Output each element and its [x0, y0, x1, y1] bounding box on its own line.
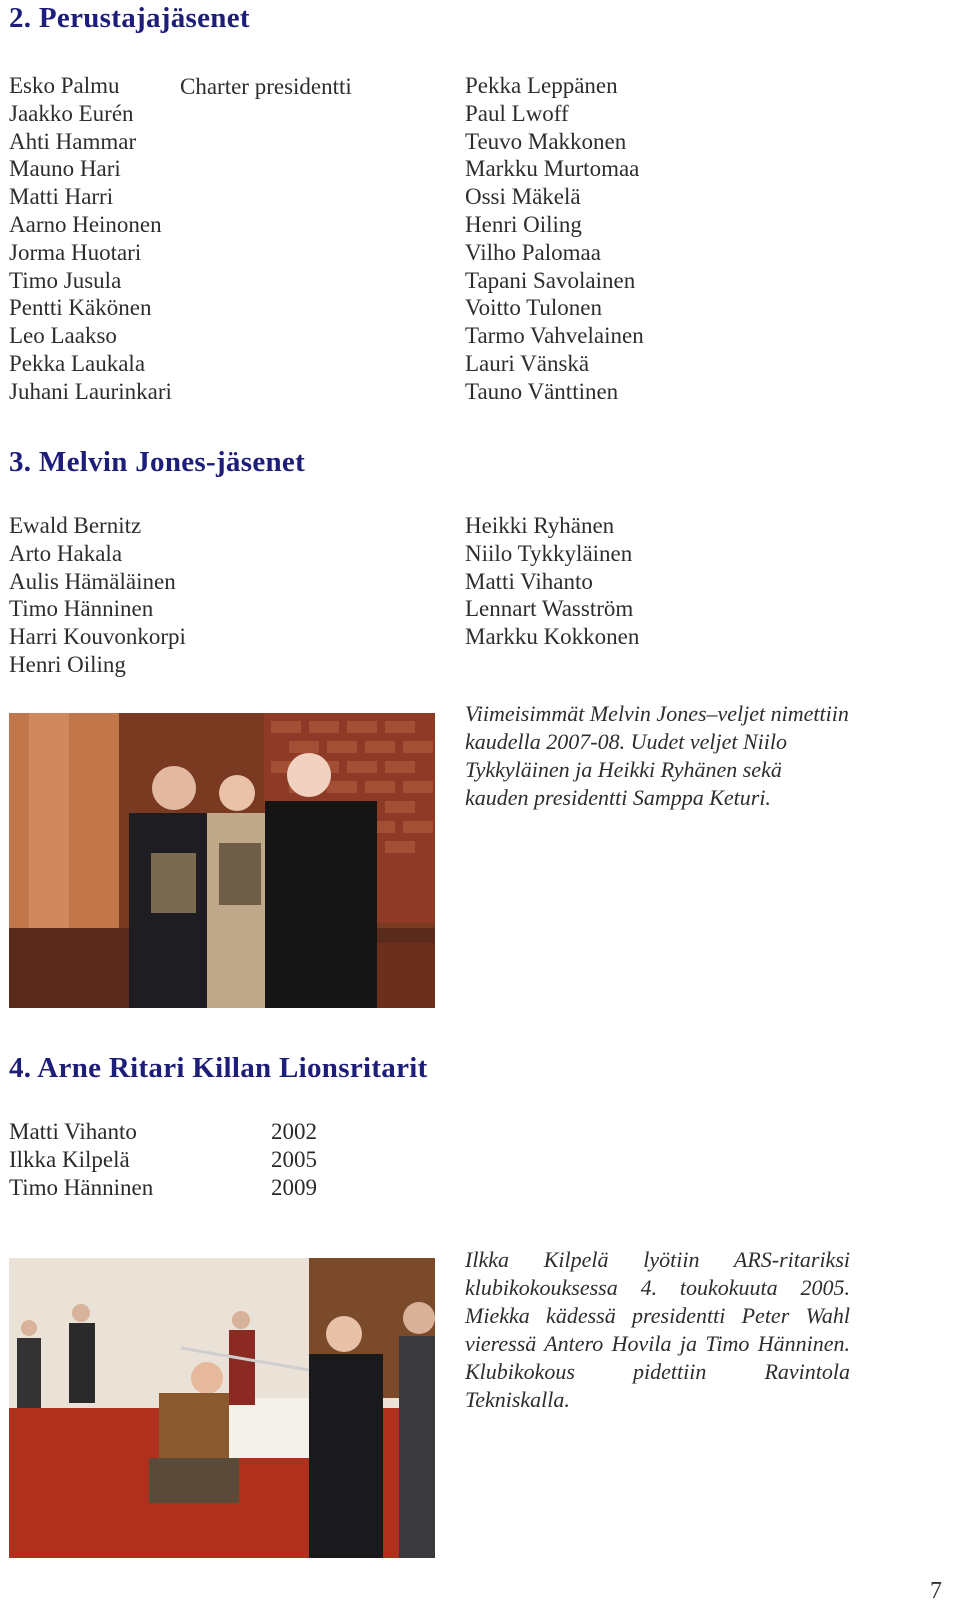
list-item: Vilho Palomaa — [465, 239, 601, 265]
list-item: Leo Laakso — [9, 323, 117, 349]
list-item: Matti Harri — [9, 184, 114, 210]
list-item: Ahti Hammar — [9, 128, 137, 154]
photo-knighting-image — [9, 1258, 435, 1558]
caption-knighting: Ilkka Kilpelä lyötiin ARS-ritariksi klubikokouksessa 4. toukokuuta 2005. Miekka kädessä presidentti Peter Wahl vieressä Antero Hovila ja Timo Hänninen. Klubikokous pidettiin Ravintola Tekniskalla. — [465, 1247, 850, 1412]
list-item: Timo Jusula — [9, 267, 122, 293]
list-item: Mauno Hari — [9, 156, 121, 182]
list-item: Pentti Käkönen — [9, 295, 152, 321]
list-item — [9, 1174, 329, 1202]
list-item: Paul Lwoff — [465, 100, 569, 126]
list-item: Markku Kokkonen — [465, 624, 640, 650]
caption-melvin-jones: Viimeisimmät Melvin Jones–veljet nimettiin kaudella 2007-08. Uudet veljet Niilo Tykkyläinen ja Heikki Ryhänen sekä kauden presidentti Samppa Keturi. — [465, 701, 849, 810]
knight-year: 2005 — [271, 1147, 317, 1172]
list-item: Markku Murtomaa — [465, 156, 640, 182]
section-heading-melvin-jones: 3. Melvin Jones-jäsenet — [9, 446, 306, 478]
list-item: Ewald Bernitz — [9, 513, 142, 538]
charter-president-label: Charter presidentti — [180, 74, 352, 99]
list-item: Henri Oiling — [465, 211, 582, 237]
list-item: Pekka Laukala — [9, 350, 146, 376]
list-item: Voitto Tulonen — [465, 295, 602, 321]
page-number: 7 — [930, 1578, 942, 1604]
list-item: Lennart Wasström — [465, 596, 634, 622]
list-item: Teuvo Makkonen — [465, 128, 627, 154]
list-item: Aarno Heinonen — [9, 211, 162, 237]
knight-name: Timo Hänninen — [9, 1175, 154, 1200]
list-item: Harri Kouvonkorpi — [9, 624, 186, 650]
list-item: Tauno Vänttinen — [465, 378, 619, 404]
list-item: Timo Hänninen — [9, 596, 154, 622]
list-item: Niilo Tykkyläinen — [465, 540, 633, 566]
knights-list — [9, 1118, 329, 1202]
list-item: Arto Hakala — [9, 540, 123, 566]
photo-melvin-jones-image — [9, 713, 435, 1008]
list-item: Ossi Mäkelä — [465, 184, 581, 210]
list-item: Heikki Ryhänen — [465, 513, 615, 538]
list-item: Matti Vihanto — [465, 568, 593, 594]
list-item: Jorma Huotari — [9, 239, 142, 265]
founders-list-left — [9, 72, 172, 406]
knight-year: 2009 — [271, 1175, 317, 1200]
knight-name: Matti Vihanto — [9, 1119, 137, 1144]
list-item — [9, 1146, 329, 1174]
knight-name: Ilkka Kilpelä — [9, 1147, 130, 1172]
list-item: Esko Palmu — [9, 73, 120, 98]
list-item: Lauri Vänskä — [465, 350, 590, 376]
list-item: Aulis Hämäläinen — [9, 568, 176, 594]
founders-list-right — [465, 72, 644, 406]
melvin-list-left — [9, 512, 186, 679]
list-item — [9, 1118, 329, 1146]
knight-year: 2002 — [271, 1119, 317, 1144]
list-item: Juhani Laurinkari — [9, 378, 172, 404]
photo-knighting-ceremony — [9, 1258, 435, 1558]
photo-melvin-jones-award — [9, 713, 435, 1008]
list-item: Jaakko Eurén — [9, 100, 134, 126]
list-item: Pekka Leppänen — [465, 73, 618, 98]
list-item: Tapani Savolainen — [465, 267, 636, 293]
section-heading-lionsritarit: 4. Arne Ritari Killan Lionsritarit — [9, 1052, 428, 1084]
list-item: Tarmo Vahvelainen — [465, 323, 644, 349]
section-heading-founders: 2. Perustajajäsenet — [9, 2, 250, 34]
list-item: Henri Oiling — [9, 651, 126, 677]
melvin-list-right — [465, 512, 639, 651]
